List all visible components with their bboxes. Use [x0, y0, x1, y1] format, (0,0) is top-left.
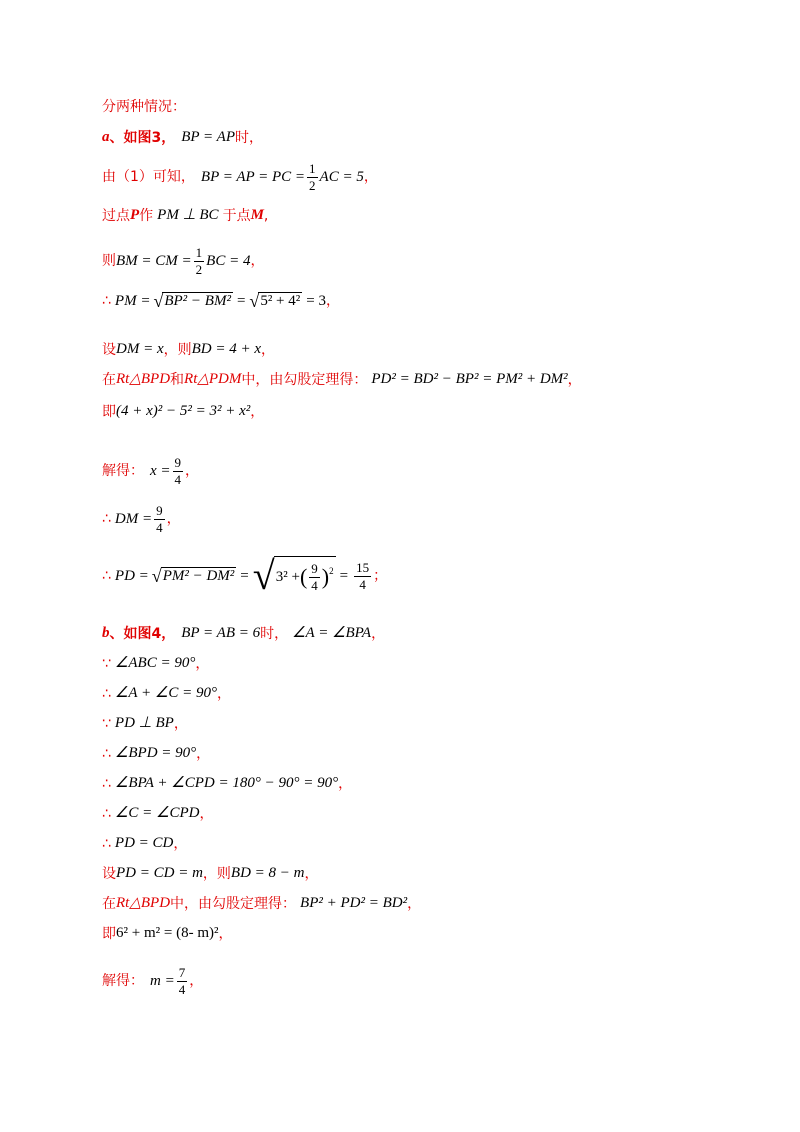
- math-expression: ∠A + ∠C = 90°: [114, 685, 217, 701]
- square-root: √ 5² + 4²: [249, 291, 301, 311]
- square-root: √ 3² + ( $\frac{9}{4}$ ) 2: [252, 553, 334, 598]
- fraction: $\frac{9}{4}$: [156, 503, 163, 535]
- punct: ，: [173, 835, 188, 852]
- heading: [102, 100, 186, 114]
- triangle-label: Rt△BPD: [116, 371, 171, 387]
- case-a-line-2: [102, 162, 378, 192]
- line-text: 解得：: [102, 463, 144, 480]
- line-text: 作: [139, 207, 154, 224]
- line-text: 中，由勾股定理得：: [170, 895, 297, 912]
- case-a-line-6: [102, 342, 275, 357]
- case-b-line-7: [102, 806, 213, 821]
- math-expression: PD =: [114, 567, 149, 584]
- punct: ，: [250, 403, 265, 420]
- math-expression: ∠BPD = 90°: [114, 745, 197, 761]
- case-a-tail: 时，: [234, 129, 263, 146]
- punct: ，: [250, 253, 265, 270]
- line-text: 则: [102, 253, 116, 270]
- line-text: 在: [102, 371, 116, 388]
- math-expression: ∠ABC = 90°: [114, 655, 196, 671]
- therefore-symbol: ∴: [102, 293, 111, 309]
- math-expression: BP = AB = 6: [181, 625, 261, 641]
- line-text: ，则: [163, 341, 192, 358]
- case-b-intro: 、如图4，: [109, 625, 176, 642]
- case-b-label: b: [102, 625, 110, 641]
- line-text: 中，由勾股定理得：: [241, 371, 368, 388]
- punct: ，: [371, 625, 386, 642]
- case-a-line-7: [102, 372, 582, 387]
- punct: ，: [326, 293, 340, 309]
- math-expression: PD = CD: [114, 835, 174, 851]
- punct: ，: [185, 463, 200, 480]
- math-expression: PM =: [114, 292, 151, 309]
- case-b-line-2: [102, 656, 209, 671]
- math-expression: BD = 4 + x: [191, 341, 262, 357]
- therefore-symbol: ∴: [102, 685, 111, 702]
- line-text: 解得：: [102, 973, 144, 990]
- punct: ，: [195, 655, 210, 672]
- math-expression: PD ⊥ BP: [114, 715, 174, 731]
- punct: ，: [304, 865, 319, 882]
- punct: ，: [218, 925, 233, 942]
- case-a-label: a: [102, 129, 110, 145]
- line-text: 由（1）可知，: [102, 169, 195, 186]
- line-text: 时，: [260, 625, 289, 642]
- equals: =: [236, 292, 246, 309]
- case-a-line-5: [102, 292, 340, 310]
- case-a-line-9: [102, 456, 199, 486]
- equals: =: [339, 567, 349, 584]
- math-expression: m =: [150, 972, 175, 989]
- line-text: 过点: [102, 207, 130, 224]
- math-expression: = 3: [306, 292, 326, 309]
- punct: ，: [173, 715, 188, 732]
- therefore-symbol: ∴: [102, 568, 111, 584]
- square-root: √ BP² − BM²: [153, 291, 231, 311]
- heading-text: 分两种情况：: [102, 99, 186, 115]
- line-text: 设: [102, 341, 116, 358]
- line-text: 和: [170, 371, 185, 388]
- math-expression: BP = AP = PC =: [200, 168, 306, 185]
- point-label: M: [250, 207, 264, 223]
- case-a-line-4: [102, 246, 264, 276]
- math-expression: BD = 8 − m: [230, 865, 305, 881]
- punct: ，: [216, 685, 231, 702]
- case-b-line-5: [102, 746, 210, 761]
- math-expression: (4 + x)² − 5² = 3² + x²: [116, 403, 251, 419]
- case-a-line-8: [102, 404, 264, 419]
- math-expression: ∠BPA + ∠CPD = 180° − 90° = 90°: [114, 775, 339, 791]
- punct: ，: [338, 775, 353, 792]
- triangle-label: Rt△BPD: [116, 895, 171, 911]
- punct: ，: [199, 805, 214, 822]
- case-a-intro: 、如图3，: [109, 129, 176, 146]
- math-expression: 6² + m² = (8- m)²: [116, 925, 219, 941]
- fraction: $\frac{1}{2}$: [309, 161, 316, 193]
- math-expression: ∠C = ∠CPD: [114, 805, 200, 821]
- math-expression: PD = CD = m: [116, 865, 203, 881]
- punct: ，: [189, 973, 204, 990]
- case-b-line-11: [102, 926, 232, 941]
- line-text: ，则: [202, 865, 231, 882]
- case-b-line-4: [102, 716, 188, 731]
- case-b-line-8: [102, 836, 187, 851]
- point-label: P: [130, 207, 140, 223]
- fraction: $\frac{1}{2}$: [195, 245, 203, 277]
- case-b-line-12: [102, 966, 203, 996]
- therefore-symbol: ∴: [102, 745, 111, 762]
- punct: ，: [196, 745, 211, 762]
- case-a-line-10: [102, 504, 181, 534]
- punct: ，: [261, 341, 276, 358]
- line-text: 即: [102, 925, 116, 942]
- math-expression: BP² + PD² = BD²: [300, 895, 408, 911]
- case-a-condition: BP = AP: [181, 129, 235, 145]
- fraction: $\frac{9}{4}$: [174, 455, 182, 487]
- case-b-line-9: [102, 866, 319, 881]
- because-symbol: ∵: [102, 655, 111, 672]
- fraction: $\frac{15}{4}$: [356, 559, 370, 592]
- math-expression: x =: [150, 462, 171, 479]
- case-b-line-1: [102, 626, 385, 641]
- case-a-line-3: [102, 208, 268, 223]
- math-expression: AC = 5: [319, 168, 364, 185]
- square-root: √ PM² − DM²: [151, 566, 235, 586]
- therefore-symbol: ∴: [102, 511, 111, 528]
- triangle-label: Rt△PDM: [184, 371, 242, 387]
- line-text: 设: [102, 865, 116, 882]
- math-expression: BM = CM =: [116, 252, 192, 269]
- case-b-line-3: [102, 686, 231, 701]
- math-expression: DM =: [114, 510, 153, 527]
- therefore-symbol: ∴: [102, 775, 111, 792]
- punct: ，: [363, 169, 378, 186]
- therefore-symbol: ∴: [102, 805, 111, 822]
- punct: ；: [373, 568, 388, 584]
- equals: =: [240, 567, 249, 584]
- math-expression: ∠A = ∠BPA: [292, 625, 372, 641]
- case-b-line-10: [102, 896, 421, 911]
- math-expression: DM = x: [116, 341, 164, 357]
- because-symbol: ∵: [102, 715, 111, 732]
- punct: ，: [407, 895, 422, 912]
- case-a-line-1: [102, 130, 263, 145]
- line-text: 即: [102, 403, 116, 420]
- fraction: $\frac{7}{4}$: [178, 965, 186, 997]
- line-text: 于点: [222, 207, 251, 224]
- case-a-line-11: [102, 553, 388, 598]
- math-expression: BC = 4: [206, 252, 251, 269]
- math-expression: PD² = BD² − BP² = PM² + DM²: [371, 371, 568, 387]
- punct: ，: [166, 511, 181, 528]
- punct: ，: [567, 371, 582, 388]
- therefore-symbol: ∴: [102, 835, 111, 852]
- case-b-line-6: [102, 776, 352, 791]
- punct: ,: [263, 207, 269, 224]
- line-text: 在: [102, 895, 116, 912]
- math-expression: PM ⊥ BC: [157, 207, 219, 223]
